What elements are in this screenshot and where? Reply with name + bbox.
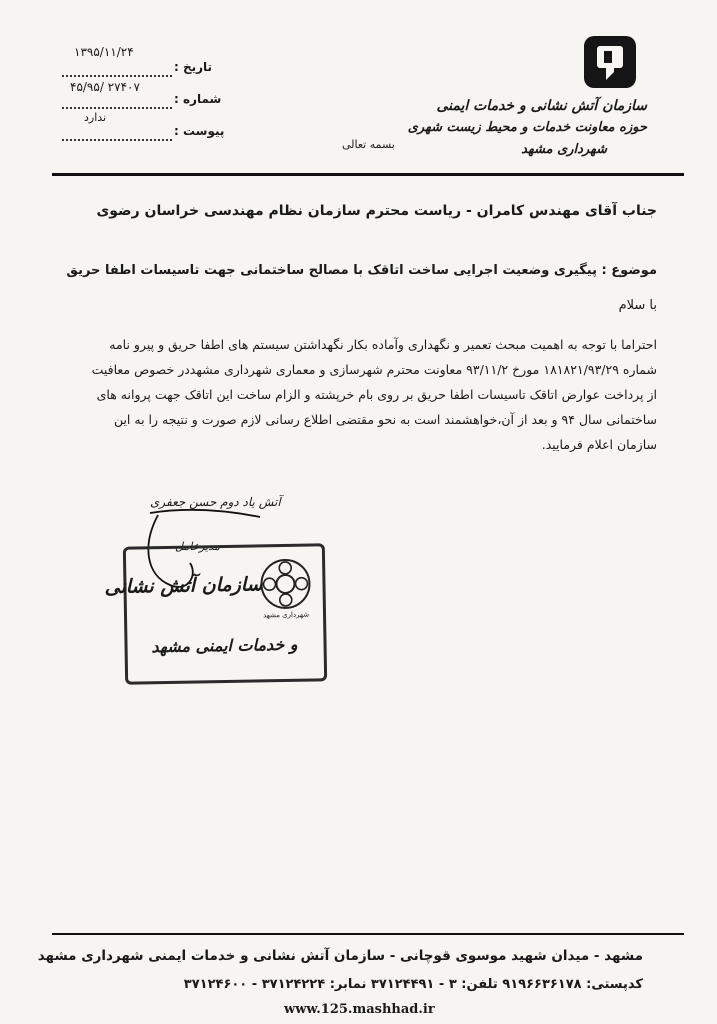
paragraph-line: شماره ۱۸۱۸۲۱/۹۳/۲۹ مورخ ۹۳/۱۱/۲ معاونت محترم شهرسازی و معماری شهرداری مشهددر خصوص معافیت [91,362,657,377]
footer-contact: کدپستی: ۹۱۹۶۶۳۶۱۷۸ تلفن: ۳ - ۳۷۱۲۴۴۹۱ نمابر: ۳۷۱۲۴۲۲۴ - ۳۷۱۲۴۶۰۰ [183,977,643,992]
paragraph-line: سازمان اعلام فرمایید. [541,437,657,452]
date-value: ۱۳۹۵/۱۱/۲۴ [74,45,134,59]
number-value: ۴۵/۹۵/ ۲۷۴۰۷ [70,80,140,94]
footer-website-link[interactable]: www.125.mashhad.ir [284,1002,435,1017]
fire-department-logo-icon [582,34,638,90]
official-stamp [104,543,327,685]
org-name-line: سازمان آتش نشانی و خدمات ایمنی [436,98,647,114]
footer-address: مشهد - میدان شهید موسوی قوچانی - سازمان آتش نشانی و خدمات ایمنی شهرداری مشهد [37,948,643,964]
footer-divider [52,933,684,935]
subject-line: موضوع : پیگیری وضعیت اجرایی ساخت اتاقک با مصالح ساختمانی جهت تاسیسات اطفا حریق [66,263,657,278]
basmala: بسمه تعالی [342,138,395,151]
org-municipality-line: شهرداری مشهد [521,142,607,157]
header-divider [52,173,684,176]
signer-name: آتش یاد دوم حسن جعفری [150,495,281,509]
stamp-emblem-caption: شهرداری مشهد [262,610,310,620]
paragraph-line: از پرداخت عوارض اتاقک تاسیسات اطفا حریق بر روی بام خرپشته و الزام ساخت این اتاقک جهت پروانه های [96,387,657,402]
attachment-label: پیوست : [174,124,225,138]
paragraph-line: ساختمانی سال ۹۴ و بعد از آن،خواهشمند است به نحو مقتضی اطلاع رسانی لازم صورت و نتیجه را به این [113,412,657,427]
stamp-line-1: سازمان آتش نشانی [104,573,263,599]
attachment-value: ندارد [84,111,107,124]
org-department-line: حوزه معاونت خدمات و محیط زیست شهری [407,120,647,135]
date-dotted-line [62,74,172,77]
stamp-line-2: و خدمات ایمنی مشهد [151,634,298,657]
date-label: تاریخ : [174,60,213,74]
signer-role: مدیرعامل [175,540,220,553]
attachment-dotted-line [62,138,172,141]
stamp-emblem-icon [258,556,313,611]
number-dotted-line [62,106,172,109]
number-label: شماره : [174,92,222,106]
recipient-line: جناب آقای مهندس کامران - ریاست محترم سازمان نظام مهندسی خراسان رضوی [96,203,657,219]
greeting: با سلام [618,298,657,313]
paragraph-line: احتراما با توجه به اهمیت مبحث تعمیر و نگهداری وآماده بکار نگهداشتن سیستم های اطفا حریق و پیرو نامه [109,337,657,352]
